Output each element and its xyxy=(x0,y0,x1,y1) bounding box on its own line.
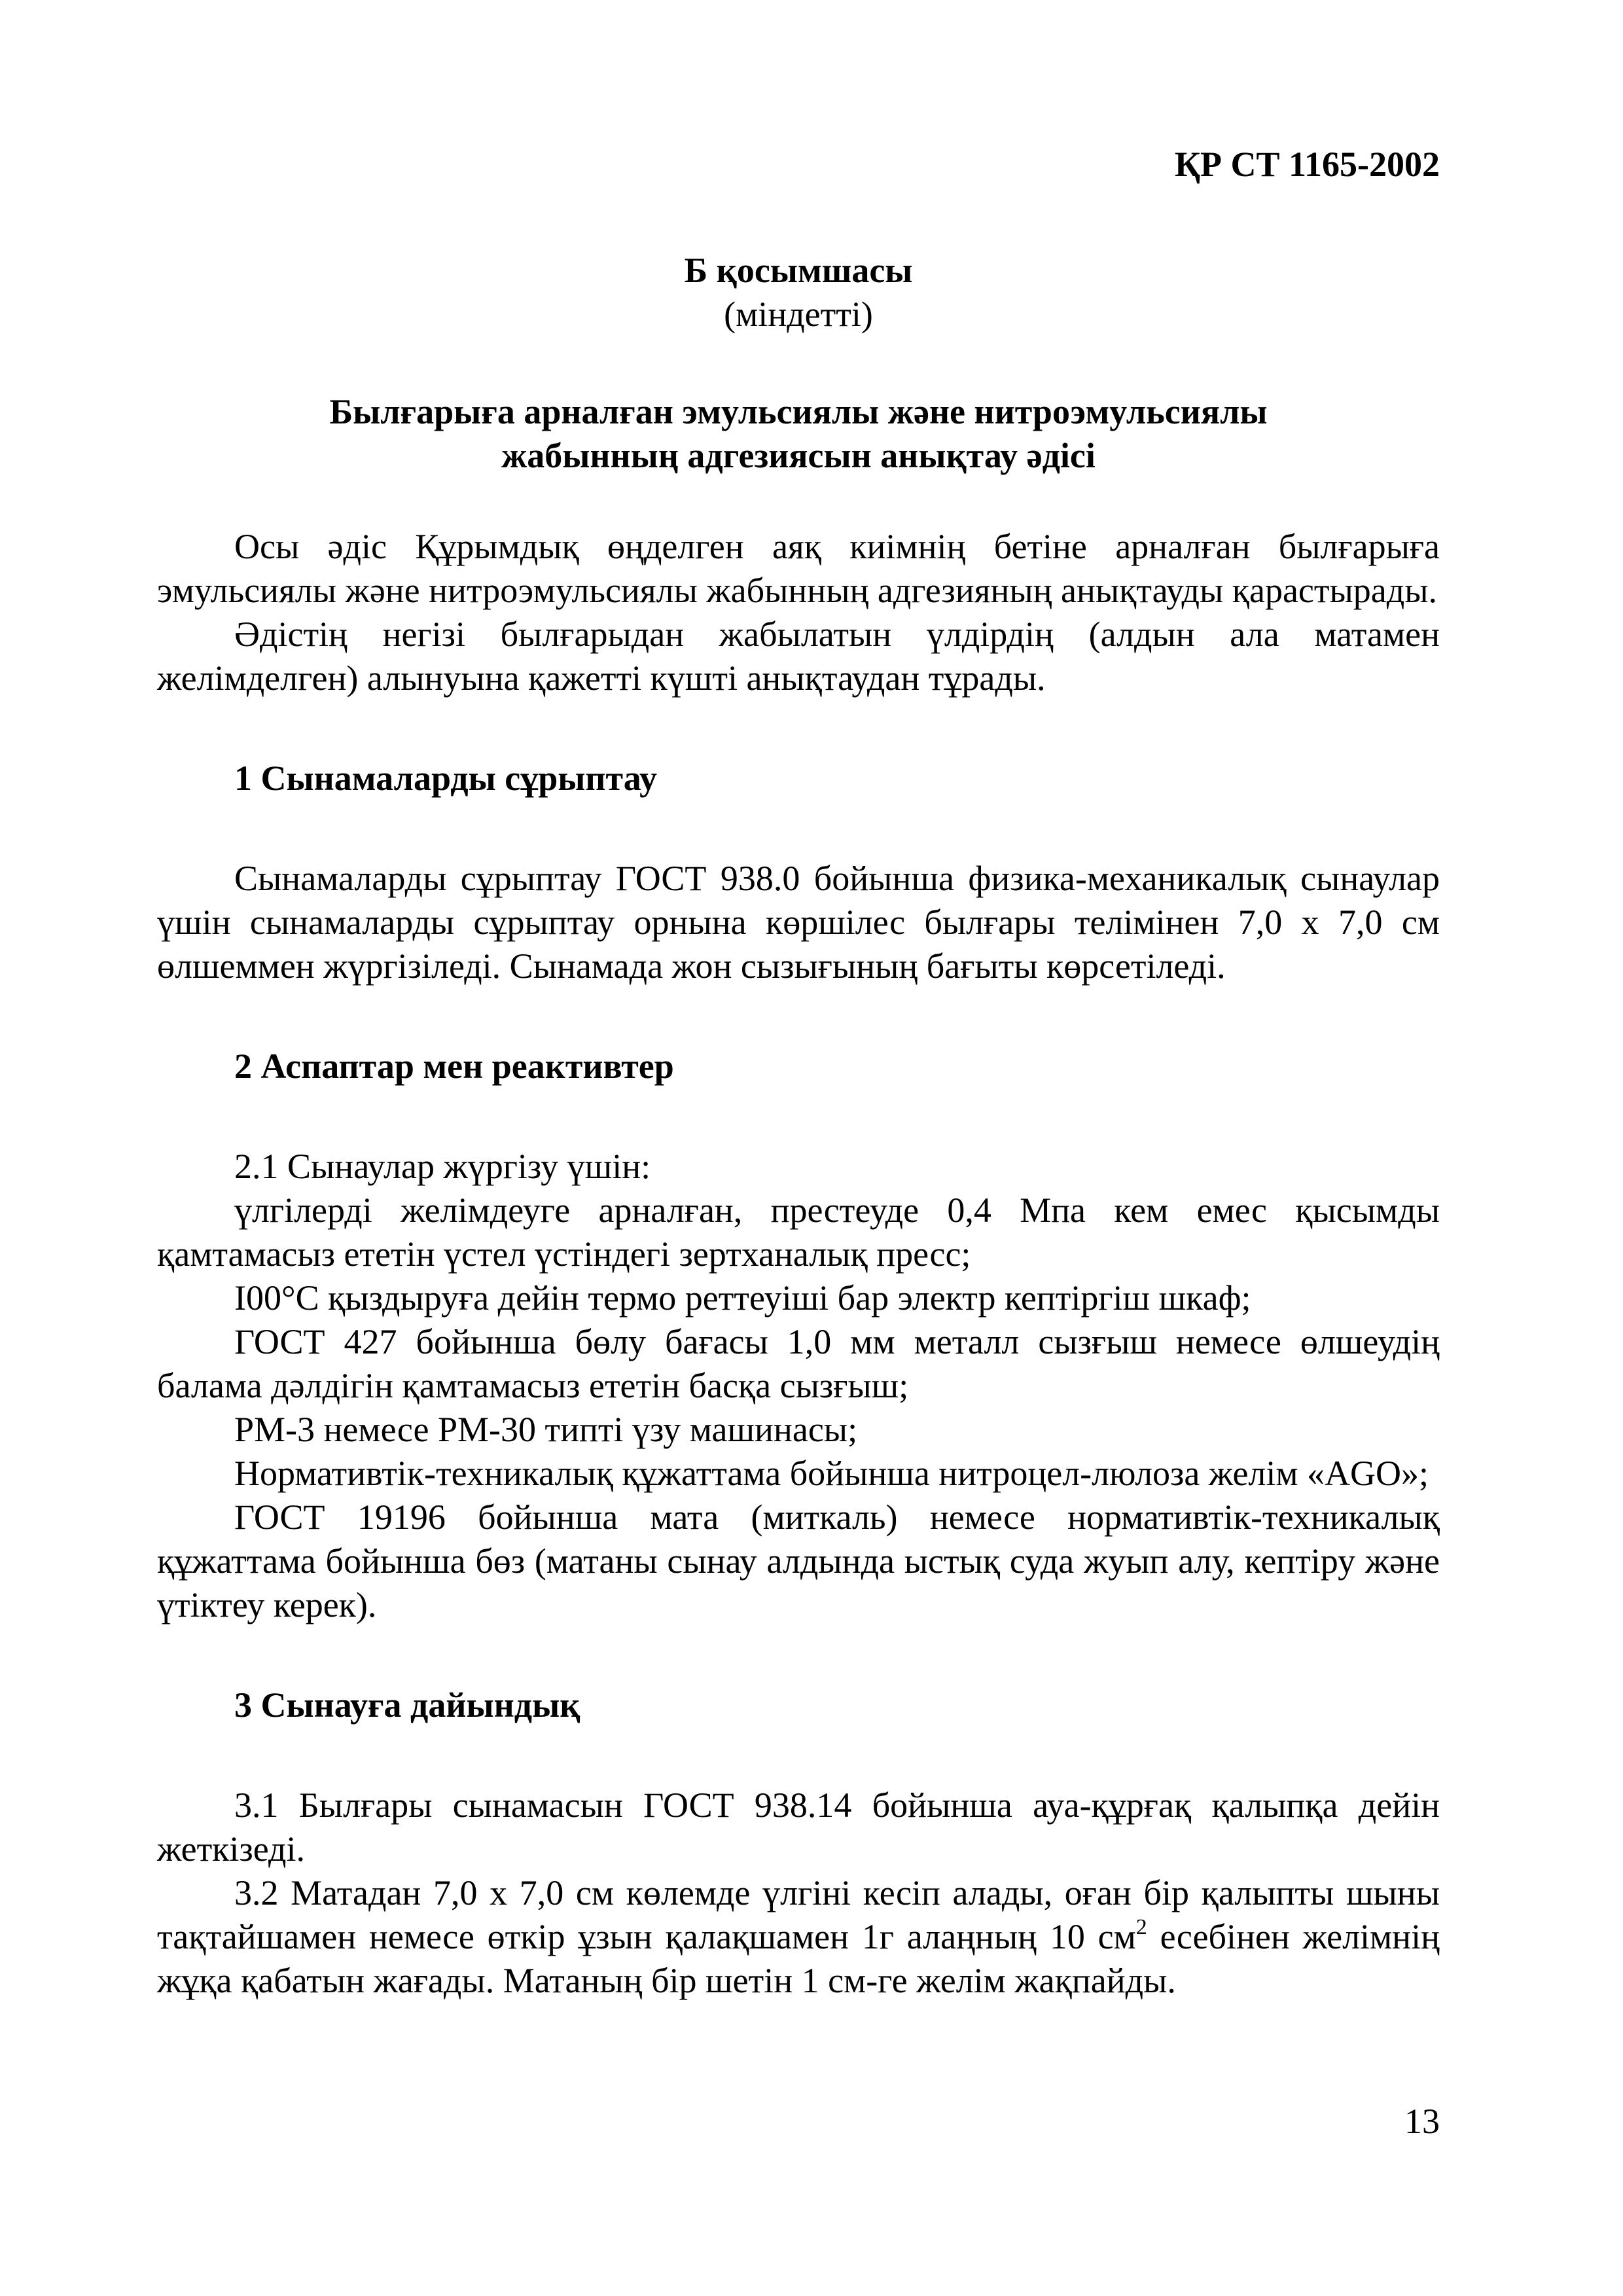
section-2-heading: 2 Аспаптар мен реактивтер xyxy=(234,1047,674,1086)
appendix-status: (міндетті) xyxy=(724,295,873,334)
section-3-paragraph-2-end: есебінен желімнің жұқа қабатын жағады. Матаның бір шетін 1 см-ге желім жақпайды. xyxy=(157,1917,1440,2000)
section-3-paragraph-1: 3.1 Былғары сынамасын ГОСТ 938.14 бойынша ауа-құрғақ қалыпқа дейін жеткізеді. xyxy=(157,1785,1440,1869)
section-2-item-2: үлгілерді желімдеуге арналған, престеуде 0,4 Мпа кем емес қысымды қамтамасыз ететін үстел үстіндегі зертханалық пресс; xyxy=(157,1191,1440,1274)
page-number: 13 xyxy=(1404,2102,1440,2141)
main-title-line-2: жабынның адгезиясын анықтау әдісі xyxy=(501,436,1096,475)
section-2-item-1: 2.1 Сынаулар жүргізу үшін: xyxy=(234,1147,651,1186)
section-1-heading: 1 Сынамаларды сұрыптау xyxy=(234,759,657,798)
section-3-paragraph-2 xyxy=(157,1871,1440,2003)
section-3-heading: 3 Сынауға дайындық xyxy=(234,1685,580,1725)
section-3-paragraph-2-start: 3.2 Матадан 7,0 х 7,0 см көлемде үлгіні кесіп алады, оған бір қалыпты шыны тақтайшамен немесе өткір ұзын қалақшамен 1г алаңның 10 см xyxy=(157,1873,1440,1956)
main-title xyxy=(157,390,1440,478)
section-2-item-6: Нормативтік-техникалық құжаттама бойынша нитроцел-люлоза желім «AGO»; xyxy=(234,1454,1429,1493)
section-1-paragraph: Сынамаларды сұрыптау ГОСТ 938.0 бойынша физика-механикалық сынаулар үшін сынамаларды сұрыптау орнына көршілес былғары телімінен 7,0 х 7,0 см өлшеммен жүргізіледі. Сынамада жон сызығының бағыты көрсетіледі. xyxy=(157,859,1440,986)
intro-paragraph-1: Осы әдіс Құрымдық өңделген аяқ киімнің бетіне арналған былғарыға эмульсиялы және нитроэмульсиялы жабынның адгезияның анықтауды қарастырады. xyxy=(157,527,1440,610)
section-2-item-5: РМ-3 немесе РМ-30 типті үзу машинасы; xyxy=(234,1410,858,1449)
section-2-item-4: ГОСТ 427 бойынша бөлу бағасы 1,0 мм металл сызғыш немесе өлшеудің балама дәлдігін қамтамасыз ететін басқа сызғыш; xyxy=(157,1322,1440,1405)
intro-paragraph-2: Әдістің негізі былғарыдан жабылатын үлдірдің (алдын ала матамен желімделген) алынуына қажетті күшті анықтаудан тұрады. xyxy=(157,615,1440,698)
square-unit-superscript: 2 xyxy=(1135,1915,1147,1939)
section-2-item-3: I00°С қыздыруға дейін термо реттеуіші бар электр кептіргіш шкаф; xyxy=(234,1278,1251,1318)
appendix-title: Б қосымшасы xyxy=(684,251,913,290)
main-title-line-1: Былғарыға арналған эмульсиялы және нитроэмульсиялы xyxy=(329,392,1268,431)
section-2-item-7: ГОСТ 19196 бойынша мата (миткаль) немесе нормативтік-техникалық құжаттама бойынша бөз (матаны сынау алдында ыстық суда жуып алу, кептіру және үтіктеу керек). xyxy=(157,1498,1440,1624)
document-page xyxy=(157,131,1440,2003)
document-code: ҚР СТ 1165-2002 xyxy=(1174,145,1440,184)
